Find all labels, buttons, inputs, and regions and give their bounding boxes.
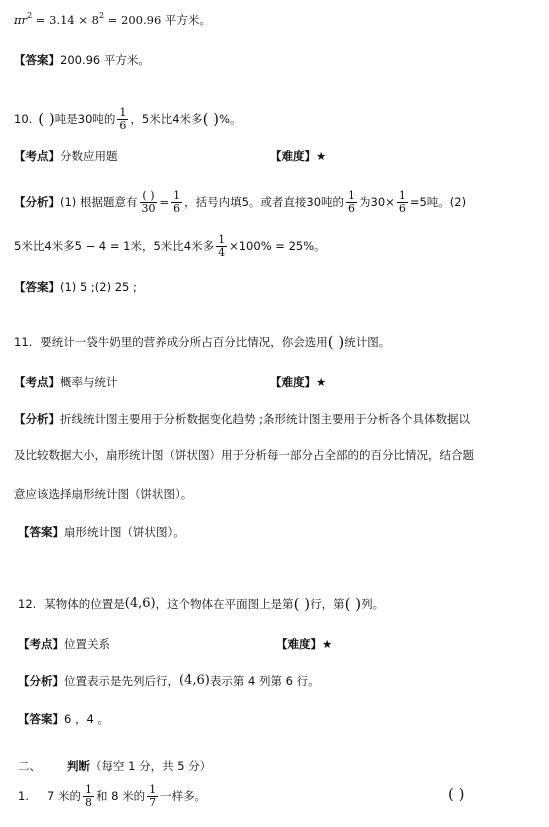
q11-analysis-line-3: 意应该选择扇形统计图（饼状图）。	[14, 487, 193, 501]
q11-text-end: 统计图。	[344, 335, 391, 349]
q12-blank-2: ( )	[344, 595, 362, 613]
q11-blank: ( )	[327, 333, 345, 351]
formula-rhs: = 200.96	[104, 13, 162, 27]
answer-label: 【答案】	[14, 53, 60, 67]
j1-fraction-1: $\frac{1}{8}$	[84, 782, 92, 809]
section-2-title: 判断	[67, 759, 90, 773]
q10-text-1: 吨是30吨的	[54, 112, 116, 126]
q11-analysis-line-1: 【分析】折线统计图主要用于分析数据变化趋势 ;条形统计图主要用于分析各个具体数据以	[14, 412, 471, 426]
q10-analysis-fraction-5: $\frac{1}{4}$	[218, 232, 226, 259]
q10-number: 10.	[14, 112, 33, 126]
section-2-number: 二、	[18, 759, 41, 773]
question-10	[14, 104, 241, 134]
formula-sup: 2	[27, 11, 33, 20]
judge-question-1: 1. 7 米的 $\frac{1}{8}$ 和 8 米的 $\frac{1}{7}$ 一样多。	[18, 782, 207, 809]
formula-mid: = 3.14 × 8	[32, 13, 99, 27]
q10-blank-1: ( )	[38, 110, 55, 128]
q10-answer: 【答案】(1) 5 ;(2) 25 ;	[14, 280, 137, 294]
question-11	[14, 334, 390, 350]
q10-kaodian: 【考点】分数应用题	[14, 149, 118, 163]
q10-analysis-line-1: 【分析】 (1) 根据题意有 $\frac{( )}{30}$ = $\frac{1}{6}$ ，括号内填5。或者直接30吨的 $\frac{1}{6}$ 为30× $\frac{1}{6}$ =5吨。(2)	[14, 188, 467, 215]
q10-analysis-fraction-4: $\frac{1}{6}$	[398, 188, 406, 215]
answer-text: 200.96 平方米。	[60, 53, 150, 67]
q12-coordinate: (4,6)	[124, 596, 156, 611]
q12-kaodian: 【考点】位置关系	[18, 637, 110, 651]
j1-answer-blank: ( )	[448, 785, 465, 803]
formula-unit: 平方米。	[161, 13, 211, 27]
q11-analysis-line-2: 及比较数据大小，扇形统计图（饼状图）用于分析每一部分占全部的的百分比情况，结合题	[14, 448, 474, 462]
j1-number: 1.	[18, 789, 29, 803]
top-answer	[14, 52, 150, 68]
q12-blank-1: ( )	[293, 595, 311, 613]
q10-analysis-line-2: 5米比4米多5 − 4 = 1米，5米比4米多 $\frac{1}{4}$ ×100% = 25%。	[14, 232, 326, 259]
q11-number: 11.	[14, 335, 33, 349]
q11-text: 要统计一袋牛奶里的营养成分所占百分比情况，你会选用	[40, 335, 328, 349]
q10-analysis-fraction-2: $\frac{1}{6}$	[173, 188, 181, 215]
q11-nandu: 【难度】★	[270, 375, 327, 389]
section-2-note: （每空 1 分，共 5 分）	[90, 759, 212, 773]
section-2-heading	[18, 758, 211, 774]
q12-answer: 【答案】6 ，4 。	[18, 712, 109, 726]
q10-analysis-fraction-1: $\frac{( )}{30}$	[141, 188, 156, 215]
formula-sup2: 2	[98, 11, 105, 20]
q10-nandu: 【难度】★	[270, 149, 327, 163]
formula-lhs: πr	[14, 13, 28, 27]
question-12: 12. 某物体的位置是 (4,6) ，这个物体在平面图上是第 ( ) 行，第 ( ) 列。	[18, 595, 385, 613]
q10-fraction: $\frac{1}{6}$	[119, 105, 127, 132]
q12-number: 12.	[18, 597, 37, 611]
q12-nandu: 【难度】★	[276, 637, 333, 651]
j1-fraction-2: $\frac{1}{7}$	[149, 782, 157, 809]
q10-analysis-fraction-3: $\frac{1}{6}$	[348, 188, 356, 215]
q12-analysis: 【分析】 位置表示是先列后行， (4,6) 表示第 4 列第 6 行。	[18, 673, 320, 688]
q10-text-3: %。	[219, 112, 242, 126]
q11-kaodian: 【考点】概率与统计	[14, 375, 118, 389]
q10-blank-2: ( )	[202, 110, 220, 128]
top-formula	[14, 12, 211, 28]
q10-text-2: ，5米比4米多	[130, 112, 203, 126]
q11-answer: 【答案】扇形统计图（饼状图）。	[18, 525, 185, 539]
